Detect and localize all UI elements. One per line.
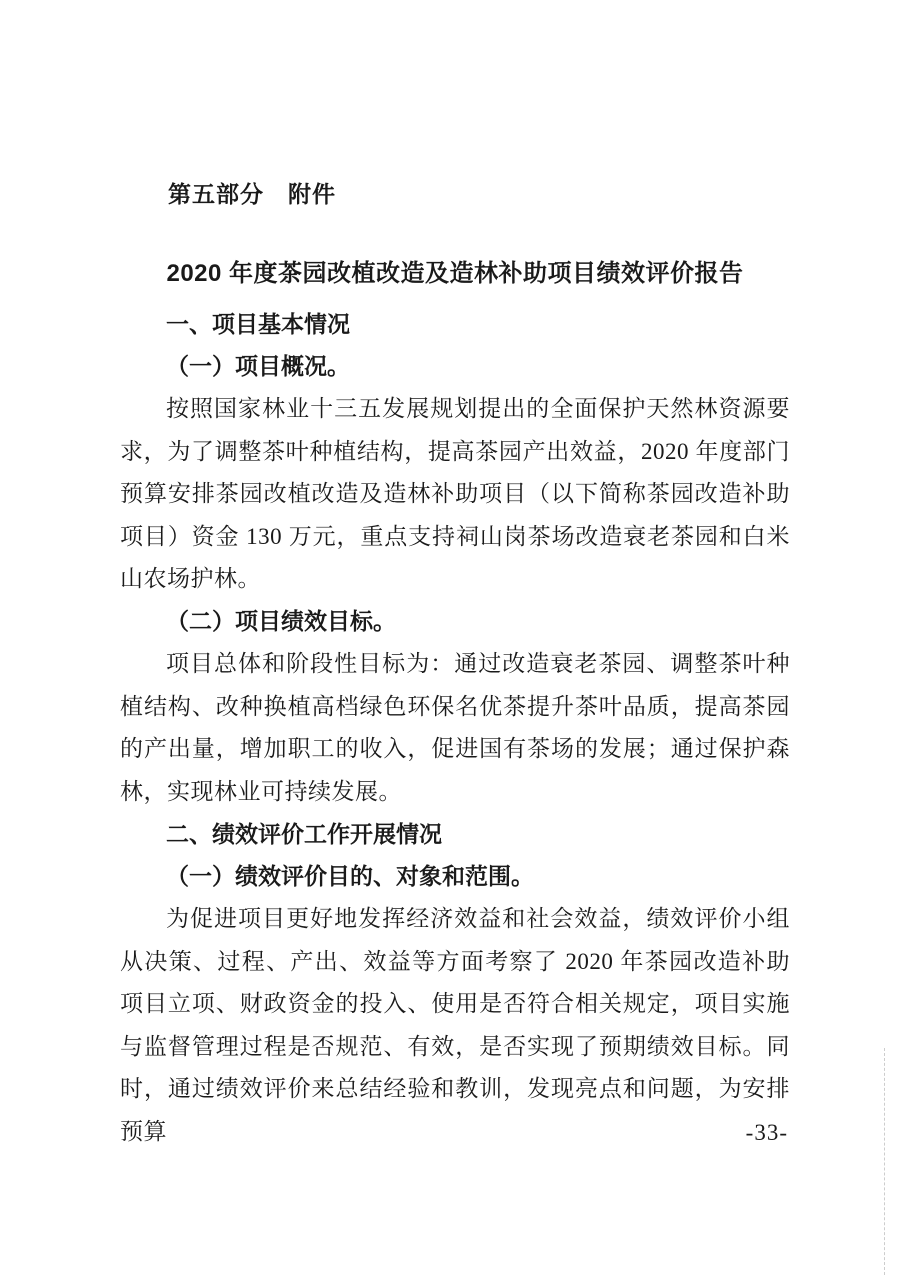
- scan-dashed-line-artifact: [884, 1048, 885, 1275]
- part-heading: 第五部分 附件: [168, 181, 336, 207]
- section-1-paragraph-1: 按照国家林业十三五发展规划提出的全面保护天然林资源要求，为了调整茶叶种植结构，提高茶园产出效益，2020 年度部门预算安排茶园改植改造及造林补助项目（以下简称茶园改造补助项目）资金 130 万元，重点支持祠山岗茶场改造衰老茶园和白米山农场护林。: [120, 396, 790, 591]
- section-1-subheading-1: （一）项目概况。: [166, 353, 350, 379]
- document-body: [120, 303, 790, 1153]
- section-2-heading: 二、绩效评价工作开展情况: [166, 821, 442, 847]
- section-2-subheading-1: （一）绩效评价目的、对象和范围。: [166, 863, 534, 889]
- section-1-subheading-2: （二）项目绩效目标。: [166, 608, 396, 634]
- document-title: 2020 年度茶园改植改造及造林补助项目绩效评价报告: [166, 260, 744, 287]
- document-content: [120, 0, 790, 1153]
- section-2-paragraph-1: 为促进项目更好地发挥经济效益和社会效益，绩效评价小组从决策、过程、产出、效益等方面考察了 2020 年茶园改造补助项目立项、财政资金的投入、使用是否符合相关规定，项目实施与监督管理过程是否规范、有效，是否实现了预期绩效目标。同时，通过绩效评价来总结经验和教训，发现亮点和问题，为安排预算: [120, 906, 790, 1144]
- section-1-heading: 一、项目基本情况: [166, 311, 350, 337]
- page-number: -33-: [745, 1120, 788, 1145]
- section-1-paragraph-2: 项目总体和阶段性目标为：通过改造衰老茶园、调整茶叶种植结构、改种换植高档绿色环保名优茶提升茶叶品质，提高茶园的产出量，增加职工的收入，促进国有茶场的发展；通过保护森林，实现林业可持续发展。: [120, 651, 790, 804]
